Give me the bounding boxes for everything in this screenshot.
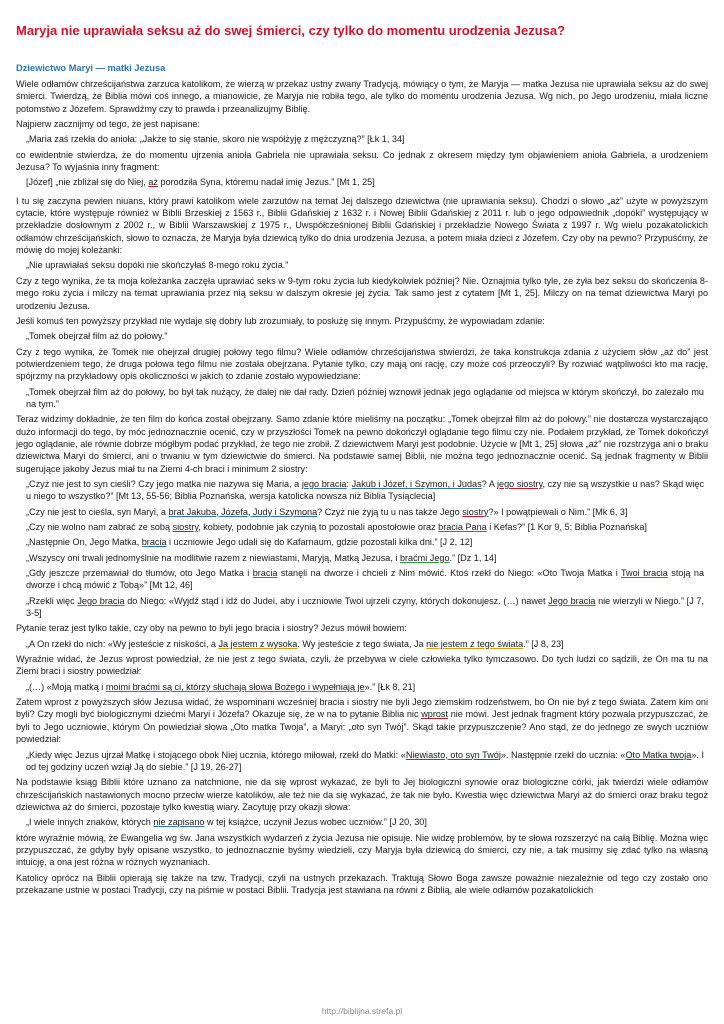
section-heading: Dziewictwo Maryi — matki Jezusa xyxy=(16,63,166,73)
quote-example-tomek-context: „Tomek obejrzał film aż do połowy, bo był tak nużący, że dalej nie dał rady. Dzień później wznowił jednak jego oglądanie od miejsca w którym skończył, bo zależało mu na tym.” xyxy=(26,386,704,409)
paragraph-14: Katolicy oprócz na Biblii opierają się także na tzw. Tradycji, czyli na ustnych przekazach. Traktują Słowo Boga zawsze poważnie niezależnie od tego czy zostało ono przekazane ustnie w postaci Tradycji, czy na piśmie w postaci Biblii. Tradycja jest stawiana na równi z Biblią, ale wiele odłamów pozakatolickich xyxy=(16,872,708,895)
paragraph-12: Na podstawie ksiąg Biblii które uznano za natchnione, nie da się wprost wykazać, że byli to Jej biologiczni synowie oraz biologiczne córki, jak twierdzi wiele odłamów chrześcijańskich nastawionych mocno przeciw wierze katolików, ale też nie da się wykazać, że tak nie było. Kwestia więc dziewictwa Maryi aż do śmierci oraz braku tegoż dziewictwa aż do śmierci, pozostaje tylko kwestią wiary. Zacytuję przy okazji słowa: xyxy=(16,777,708,812)
quote-mt-1-25: [Józef] „nie zbliżał się do Niej, aż porodziła Syna, któremu nadał imię Jezus.” [Mt 1, 25] xyxy=(26,177,375,188)
quote-mt-12-46: „Gdy jeszcze przemawiał do tłumów, oto Jego Matka i bracia stanęli na dworze i chcieli z Nim mówić. Ktoś rzekł do Niego: «Oto Twoja Matka i Twoi bracia stoją na dworze i chcą mówić z Tobą»” [Mt 12, 46] xyxy=(26,568,704,591)
paragraph-4: I tu się zaczyna pewien niuans, który prawi katolikom wiele zarzutów na temat Jej dalszego dziewictwa (nie uprawiania seksu). Chodzi o słowo „aż” użyte w powyższym cytacie, które występuje również w Biblii Brzeskiej z 1563 r., Biblii Gdańskiej z 1632 r. i Nowej Biblii Gdańskiej z 2011 r. lub o jego odpowiednik „dopóki” występujący w przekładzie dosłownym z 2002 r., w Biblii Warszawskiej z 1975 r., Uwspółcześnionej Biblii Gdańskiej i przekładzie Nowego Świata z 1997 r. Wg wielu pozakatolickich odłamów chrześcijańskich, słowo to oznacza, że Maryja była dziewicą tylko do dnia urodzenia Jezusa, a potem miała dzieci z Józefem. Czy oby na pewno? Przypuśćmy, że mówię do mojej koleżanki: xyxy=(16,195,708,256)
paragraph-9: Pytanie teraz jest tylko takie, czy oby na pewno to byli jego bracia i siostry? Jezus mówił bowiem: xyxy=(16,623,407,634)
paragraph-10: Wyraźnie widać, że Jezus wprost powiedział, że nie jest z tego świata, czyli, że przebywa w ciele człowieka tylko tymczasowo. Do tych ludzi co sądzili, że On ma tu na Ziemi braci i siostry powiedział: xyxy=(16,654,708,677)
quote-lk-1-34: „Maria zaś rzekła do anioła: „Jakże to się stanie, skoro nie współżyję z mężczyzną?” [Łk 1, 34] xyxy=(26,134,405,145)
quote-j-8-23: „A On rzekł do nich: «Wy jesteście z niskości, a Ja jestem z wysoka. Wy jesteście z tego świata, Ja nie jestem z tego świata.” [J 8, 23] xyxy=(26,638,564,649)
quote-mt-13-55: „Czyż nie jest to syn cieśli? Czy jego matka nie nazywa się Maria, a jego bracia: Jakub i Józef, i Szymon, i Judas? A jego siostry, czy nie są wszystkie u nas? Skąd więc u niego to wszystko?” [Mt 13, 55-56; Biblia Poznańska, wersja katolicka nowsza niż Biblia Tysiąclecia] xyxy=(26,478,704,502)
quote-j-2-12: „Następnie On, Jego Matka, bracia i uczniowie Jego udali się do Kafarnaum, gdzie pozostali kilka dni.” [J 2, 12] xyxy=(26,537,473,548)
paragraph-5: Czy z tego wynika, że ta moja koleżanka zaczęła uprawiać seks w 9-tym roku życia lub kiedykolwiek później? Nie. Oznajmia tylko tyle, że żyła bez seksu do skończenia 8-mego roku życia i milczy na temat uprawiania przez nią seksu w dalszym okresie jej życia. Tak samo jest z cytatem [Mt 1, 25]. Milczy on na temat dziewictwa Maryi po urodzeniu Jezusa. xyxy=(16,275,708,311)
quote-dz-1-14: „Wszyscy oni trwali jednomyślnie na modlitwie razem z niewiastami, Maryją, Matką Jezusa, i braćmi Jego.” [Dz 1, 14] xyxy=(26,552,497,563)
quote-example-tomek: „Tomek obejrzał film aż do połowy.” xyxy=(26,331,168,342)
paragraph-1: Wiele odłamów chrześcijaństwa zarzuca katolikom, że wierzą w przekaz ustny zwany Tradycją, mówiący o tym, że Maryja — matka Jezusa nie uprawiała seksu aż do swej śmierci. Twierdzą, że Biblia mówi coś innego, a mianowicie, że Maryja nie robiła tego, ale tylko do momentu urodzenia Jezusa. Wg nich, po Jego urodzeniu, miała liczne potomstwo z Józefem. Sprawdźmy czy to prawda i przeanalizujmy Biblię. xyxy=(16,79,708,114)
quote-j-20-30: „I wiele innych znaków, których nie zapisano w tej książce, uczynił Jezus wobec uczniów.” [J 20, 30] xyxy=(26,817,427,828)
paragraph-3: co ewidentnie stwierdza, że do momentu ujrzenia anioła Gabriela nie uprawiała seksu. Co jednak z okresem między tym objawieniem anioła Gabriela, a urodzeniem Jezusa? To wyjaśnia inny fragment: xyxy=(16,149,708,173)
paragraph-13: które wyraźnie mówią, że Ewangelia wg św. Jana wszystkich wydarzeń z życia Jezusa nie opisuje. Nie widzę problemów, by te słowa rozszerzyć na całą Biblię. Można więc przypuszczać, że gdyby były opisane wszystko, to jednoznacznie byśmy wiedzieli, czy Maryja była dziewicą do śmierci, czy nie, a tak musimy się zdać tylko na własną intuicję, a ona jest różna w różnych wyznaniach. xyxy=(16,832,708,868)
quote-1kor-9-5: „Czy nie wolno nam zabrać ze sobą siostry, kobiety, podobnie jak czynią to pozostali apostołowie oraz bracia Pana i Kefas?” [1 Kor 9, 5; Biblia Poznańska] xyxy=(26,522,647,532)
page-title: Maryja nie uprawiała seksu aż do swej śmierci, czy tylko do momentu urodzenia Jezusa? xyxy=(16,23,566,38)
quote-j-7-3: „Rzekli więc Jego bracia do Niego: «Wyjdź stąd i idź do Judei, aby i uczniowie Twoi ujrzeli czyny, których dokonujesz. (…) nawet Jego bracia nie wierzyli w Niego.” [J 7, 3-5] xyxy=(26,595,705,619)
quote-j-19-26: „Kiedy więc Jezus ujrzał Matkę i stojącego obok Niej ucznia, którego miłował, rzekł do Matki: «Niewiasto, oto syn Twój». Następnie rzekł do ucznia: «Oto Matka twoja». I od tej godziny uczeń wziął Ją do siebie.” [J 19, 26-27] xyxy=(26,749,704,772)
paragraph-11: Zatem wprost z powyższych słów Jezusa widać, że wspominani wcześniej bracia i siostry nie byli Jego ziemskim rodzeństwem, bo On nie był z tego świata. Zatem kim oni byli? Czy mogli być biologicznymi dziećmi Maryi i Józefa? Okazuje się, że w na to pytanie Biblia nic wprost nie mówi. Jest jednak fragment który pozwala przypuszczać, że byli to Jego uczniowie, którym On powiedział słowa „Oto matka Twoja”, a Maryi: „oto syn Twój”. Skąd takie przypuszczenie? Ano stąd, że do jednego ze swych uczniów powiedział: xyxy=(16,697,708,745)
paragraph-8: Teraz widzimy dokładnie, że ten film do końca został obejrzany. Samo zdanie które mieliśmy na początku: „Tomek obejrzał film aż do połowy.” nie dostarcza wystarczająco dużo informacji do tego, by móc jednoznacznie ocenić, czy w przyszłości Tomek na pewno dokończył oglądanie tego filmu czy nie. Podałem przykład, że Tomek dokończył jego oglądanie, ale równie dobrze mógłbym podać przykład, że tego nie zrobił. Z dziewictwem Maryi jest podobnie. Użycie w [Mt 1, 25] słowa „aż” nie rozstrzyga ani o braku dziewictwa Maryi do śmierci, ani o trwaniu w tym dziewictwie do śmierci. Na podstawie samej Biblii, nie można tego jednoznacznie ocenić. Są jednak fragmenty w Biblii sugerujące jakoby Jezus miał tu na Ziemi 4-ch braci i minimum 2 siostry: xyxy=(16,414,708,474)
footer-url[interactable]: http://biblijna.strefa.pl xyxy=(321,1006,403,1016)
quote-lk-8-21: „(…) «Moją matką i moimi braćmi są ci, którzy słuchają słowa Bożego i wypełniają je».” [Łk 8, 21] xyxy=(26,681,416,692)
paragraph-6: Jeśli komuś ten powyższy przykład nie wydaje się dobry lub zrozumiały, to posłużę się innym. Przypuśćmy, że wypowiadam zdanie: xyxy=(16,315,545,326)
paragraph-7: Czy z tego wynika, że Tomek nie obejrzał drugiej połowy tego filmu? Wiele odłamów chrześcijaństwa stwierdzi, że taka konstrukcja zdania z użyciem słów „aż do” jest potwierdzeniem tego, że druga połowa tego filmu nie została obejrzana. Pytanie tylko, czy mają oni rację, czy może coś przeoczyli? By rozwiać wątpliwości kto ma rację, spójrzmy na przykładowy opis okoliczności w jakich to zdanie zostało wypowiedziane: xyxy=(16,346,708,382)
quote-mk-6-3: „Czy nie jest to cieśla, syn Maryi, a brat Jakuba, Józefa, Judy i Szymona? Czyż nie żyją tu u nas także Jego siostry?» I powątpiewali o Nim.” [Mk 6, 3] xyxy=(26,506,628,517)
paragraph-2: Najpierw zacznijmy od tego, że jest napisane: xyxy=(16,119,200,130)
quote-example-koleżanka: „Nie uprawiałaś seksu dopóki nie skończyłaś 8-mego roku życia.” xyxy=(26,260,289,271)
